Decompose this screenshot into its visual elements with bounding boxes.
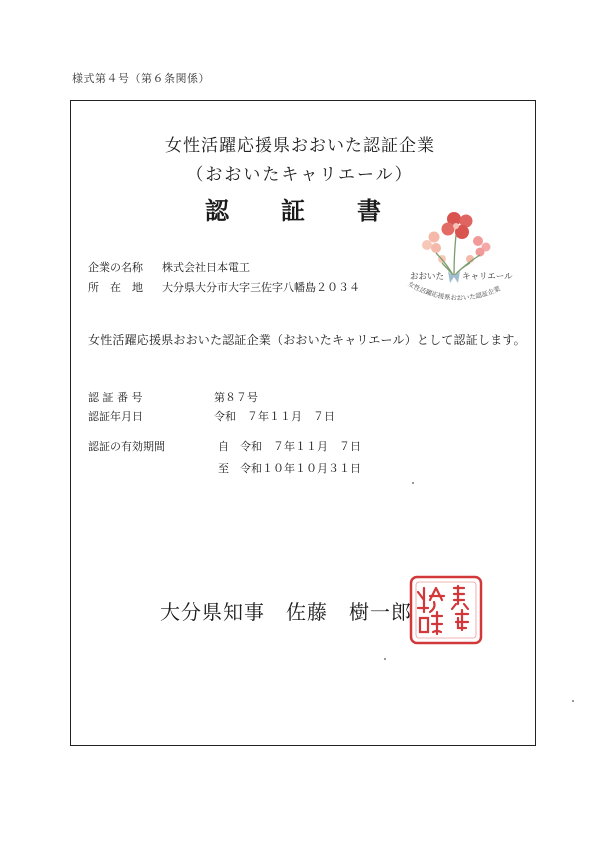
official-seal-stamp bbox=[408, 574, 484, 646]
cert-date-value: 令和 ７年１１月 ７日 bbox=[214, 410, 335, 423]
company-address-label: 所 在 地 bbox=[88, 281, 143, 294]
cert-date-label: 認証年月日 bbox=[88, 410, 143, 423]
certificate-title-line2: （おおいたキャリエール） bbox=[186, 165, 414, 185]
cert-period-label: 認証の有効期間 bbox=[88, 440, 165, 453]
cert-period-to: 至 令和１０年１０月３１日 bbox=[218, 462, 361, 475]
certificate-main-title: 認 証 書 bbox=[205, 196, 395, 225]
cert-number-label: 認 証 番 号 bbox=[88, 391, 143, 404]
company-address-value: 大分県大分市大字三佐字八幡島２０３４ bbox=[162, 281, 360, 294]
company-name-label: 企業の名称 bbox=[88, 261, 143, 274]
certification-statement: 女性活躍応援県おおいた認証企業（おおいたキャリエール）として認証します。 bbox=[88, 333, 526, 347]
cert-number-value: 第８７号 bbox=[214, 391, 258, 404]
logo-left-text: おおいた bbox=[410, 271, 445, 281]
form-number-note: 様式第４号（第６条関係） bbox=[72, 72, 210, 85]
certificate-title-line1: 女性活躍応援県おおいた認証企業 bbox=[165, 136, 435, 156]
career-ele-logo bbox=[396, 205, 520, 305]
logo-right-text: キャリエール bbox=[462, 271, 513, 281]
logo-arc-text: 女性活躍応援県おおいた認証企業 bbox=[406, 280, 502, 303]
governor-signature: 大分県知事 佐藤 樹一郎 bbox=[160, 600, 412, 624]
company-name-value: 株式会社日本電工 bbox=[162, 261, 250, 274]
cert-period-from: 自 令和 ７年１１月 ７日 bbox=[218, 440, 361, 453]
